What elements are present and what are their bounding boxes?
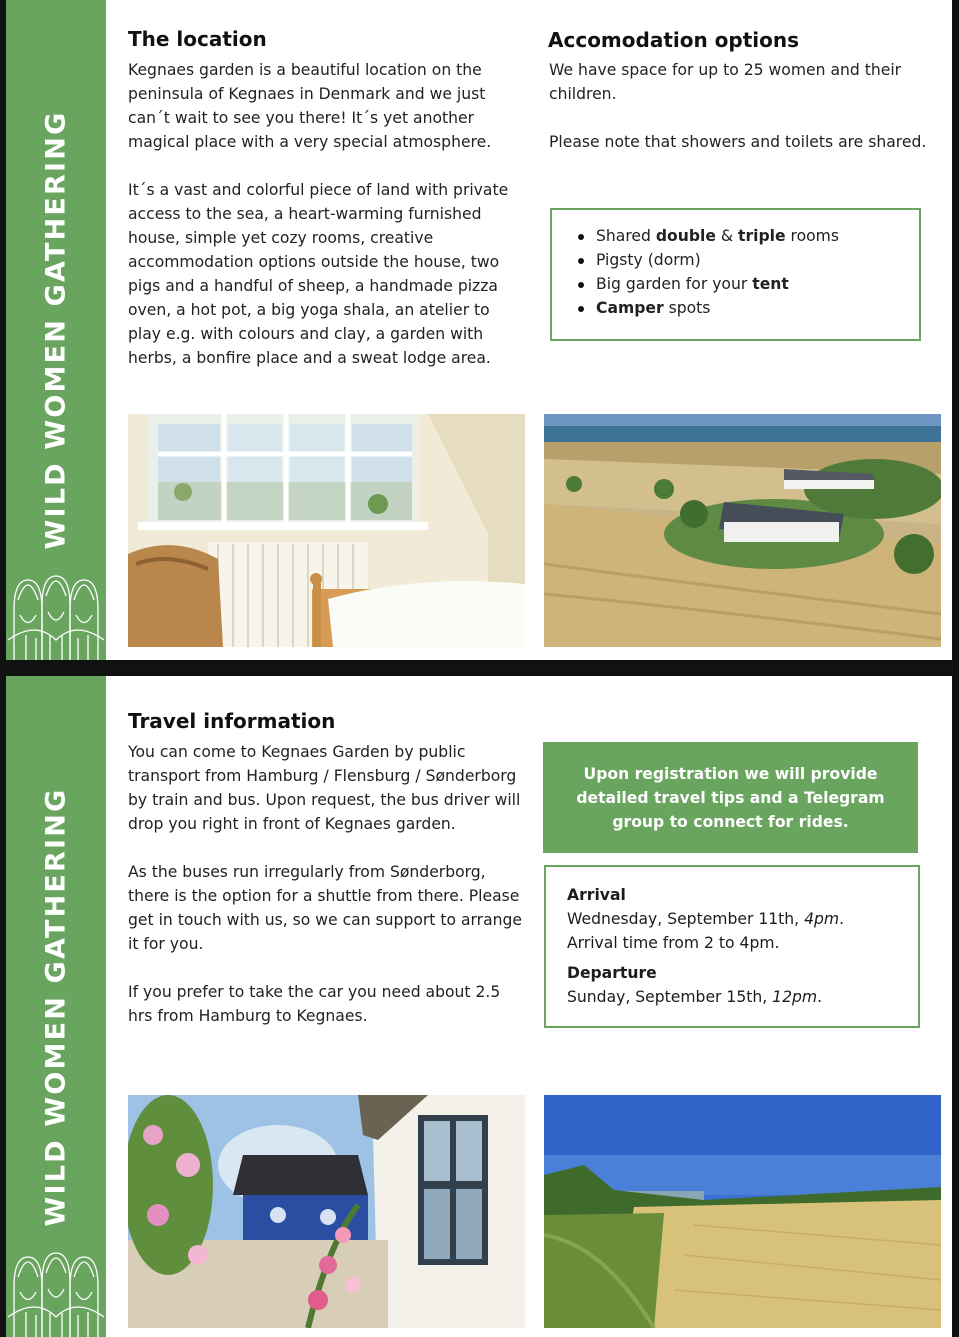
location-title: The location: [128, 27, 267, 51]
travel-para-1: You can come to Kegnaes Garden by public transport from Hamburg / Flensburg / Sønderborg by train and bus. Upon request, the bus driver will drop you right in front of Kegnaes garden.: [128, 743, 521, 833]
page-location: [6, 0, 952, 660]
sidebar-title: WILD WOMEN GATHERING: [40, 110, 72, 550]
travel-para-2: As the buses run irregularly from Sønderborg, there is the option for a shuttle from there. Please get in touch with us, so we can support to arrange it for you.: [128, 863, 523, 953]
aerial-farm-photo: [544, 414, 941, 647]
travel-text: [128, 740, 523, 1028]
sidebar-title: WILD WOMEN GATHERING: [40, 787, 72, 1226]
women-illustration: [6, 1217, 106, 1337]
location-text: [128, 58, 518, 370]
registration-note: Upon registration we will provide detailed travel tips and a Telegram group to connect for rides.: [543, 742, 918, 853]
arrival-date: Wednesday, September 11th, 4pm.: [567, 910, 845, 928]
accommodation-title: Accomodation options: [548, 28, 800, 52]
room-options-box: [550, 208, 921, 341]
location-para-1: Kegnaes garden is a beautiful location on the peninsula of Kegnaes in Denmark and we just can´t wait to see you there! It´s yet another magical place with a very special atmosphere.: [128, 61, 492, 151]
accommodation-para-1: We have space for up to 25 women and their children.: [549, 61, 902, 103]
location-para-2: It´s a vast and colorful piece of land with private access to the sea, a heart-warming furnished house, simple yet cozy rooms, creative accommodation options outside the house, two pigs and a handful of sheep, a handmade pizza oven, a hot pot, a big yoga shala, an atelier to play e.g. with colours and clay, a garden with herbs, a bonfire place and a sweat lodge area.: [128, 181, 509, 367]
accommodation-text: [549, 58, 934, 154]
travel-para-3: If you prefer to take the car you need about 2.5 hrs from Hamburg to Kegnaes.: [128, 983, 501, 1025]
list-item: Pigsty (dorm): [574, 248, 905, 272]
sidebar: [6, 0, 106, 660]
sidebar: [6, 676, 106, 1337]
list-item: Big garden for your tent: [574, 272, 905, 296]
departure-label: Departure: [567, 964, 657, 982]
arrival-note: Arrival time from 2 to 4pm.: [567, 934, 780, 952]
travel-title: Travel information: [128, 709, 336, 733]
schedule-box: [544, 865, 920, 1028]
list-item: Camper spots: [574, 296, 905, 320]
list-item: Shared double & triple rooms: [574, 224, 905, 248]
house-flowers-photo: [128, 1095, 525, 1328]
accommodation-para-2: Please note that showers and toilets are shared.: [549, 133, 927, 151]
wheat-field-photo: [544, 1095, 941, 1328]
arrival-label: Arrival: [567, 886, 626, 904]
women-illustration: [6, 540, 106, 660]
page-travel: [6, 676, 952, 1337]
room-options-list: [574, 224, 905, 320]
bedroom-photo: [128, 414, 525, 647]
departure-date: Sunday, September 15th, 12pm.: [567, 988, 823, 1006]
